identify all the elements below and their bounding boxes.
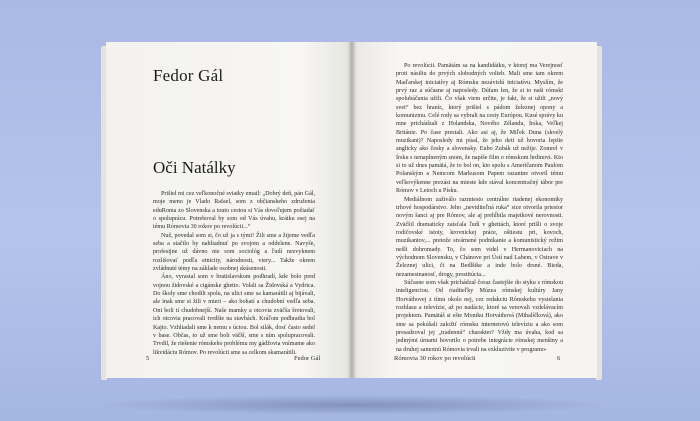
book-shadow [92,395,612,415]
paragraph: Nuž, povedal som si, čo už ja s tými! Žili sme a žijeme vedľa seba a stačilo by nahliadnuť po svojom a oddelene. Navyše, profesijne už dávno nie som sociológ a ľudí nezvyknem rozlišovať podľa etnicity, národnosti, viery... Takže okrem zvládnuté témy na základe osobnej skúsenosti. [153,232,315,273]
book-gutter [349,42,355,378]
paragraph: Áno, vyrastal som v bratislavskom podhradí, kde bolo pred vojnou židovské a cigánske ghetto. Volali sa Židovská a Vydrica. Do školy sme chodili spolu, na ulici sme sa kamarátili aj bijávali, ale inak sme si žili v mieri – ako bohatí a chudobní vedľa seba. Oni boli tí chudobnejší. Naše mamky a otcovia zväčša šrotovali, ich otcovia pracovali tvrdšie na stavbách. Kráľom podhradia bol Kajto. Vzhliadali sme k nemu s úctou. Bol silák, dosť často sedel v base. Občas, to už sme boli väčší, sme s ním spolupracovali. Trvdil, že riešenie rómskeho problému my gádžovia vnímame ako likvidáciu Rómov. Po revolúcii sme sa celkom skamarátili. [153,274,315,356]
left-running-head: Fedor Gál [294,355,321,362]
right-page-number: 6 [557,355,561,362]
author-name: Fedor Gál [153,66,224,85]
left-page [106,42,352,378]
paragraph: Prišiel mi cez veľkonočné sviatky email: „Dobrý deň, pán Gál, moje meno je Vlado Rafael, som z občianskeho združenia eduRoma zo Slovenska a touto cestou si Vás dovoľujem požiadať o spoluprácu. Potreboval by som od Vás úvahu, krátku esej na tému Rómovia 30 rokov po revolúcii...“ [153,191,315,231]
right-page-body [396,62,563,354]
paragraph: Súčasne som však prichádzal čoraz častejšie do styku s rómskou inteligenciou. Od riaditeľky Múzea rómskej kultúry Jany Horváthovej z tímu okolo nej, cez redakciu Rómskeho vysielania rozhlasu a televízie, až po nadácie, ktoré sa venovali vzdelávacím projektom. Pamätáš si ešte Moniku Horváthová (Mihalíčková), ako sme sa pokúšali založiť rómsku internetovú televíziu a ako som presadzoval jej „tradennú“ charakter? Vždy ma úvaha, kod sa jedinými úrnami hovorilo o potrebe integrácie rómskej menšiny a na druhej samotnú Rómovia trvali na exkluzivite v programo- [396,279,563,353]
paragraph: Mediálnom zaživálo razmiesto centrálne riadenej ekonomiky trhové hospodárstvo. Jeho „neviditeľná ruka“ sice otvorila priestor novým šanci aj pre Rómov, ale aj prehĺbila majetkové nerovnosti. Zväčšil dramaticky zaisťala ľudí v ghettách, ktoré prišli o svoje rodičovské istoty, krovnickej práce, oštiestu pri, kovoch, muzikantov,... pretože stvárnené podnikanie a komunistický režim nešli dohromady. To, čo som videl v Hermanoviciach na východnom Slovensku, v Chánove pri Ústí nad Labem, v Ostrave v Železnej ulici, či na Bedlštke a inde bolo drsné. Bieda, nezamestnanosť, drogy, prostitúcia... [396,196,563,278]
chapter-title: Oči Natálky [153,158,236,177]
right-page [352,42,597,378]
right-running-head: Rómovia 30 rokov po revolúcii [394,355,476,362]
paragraph: Po revolúcii. Pamätám sa na kandidátku, v ktorej ma Verejnosť proti násiliu do prvých slobodných volieb. Mali sme tam okrem Maďarskej iniciatívy aj Rómsku nezávislú iniciatívu. Myslím, že prvý raz a súčasne aj naposledy. Dúfam len, že si to naši rómski spolubáčania užili. Čo však viem určite, je fakt, že si užili „nový svet“ bez hraníc, ktorý prišiel s pádom železnej opony a komunizmu. Celé rody sa vybrali na cesty Európou. Kusé správy ku mne prichádzali z Holandska, Nového Zélandu, Írska, Veľkej Británie. Po čase prestali. Ako asi aj, že Miľek Duna (skvelý muzikant)? Naposledy mi písal, že jeho deti už hovoria lepšie anglicky ako česky a slovensky. Eubo Zubák už nežije. Zomrel v Írsku s nenaplneným snom, že napíše film o rómskom hrdinovi. Kto si to už dnes pamätá, že to bol on, kto spolu s Američanom Paulom Polanským a Nemcom Markusom Papem razantne otvoril tému veľkovýkenne prezást na mieste kde stával koncentračný tábor pre Rómov v Letoch u Písku. [396,63,563,195]
left-page-number: 5 [146,355,150,362]
left-page-body [153,190,315,364]
